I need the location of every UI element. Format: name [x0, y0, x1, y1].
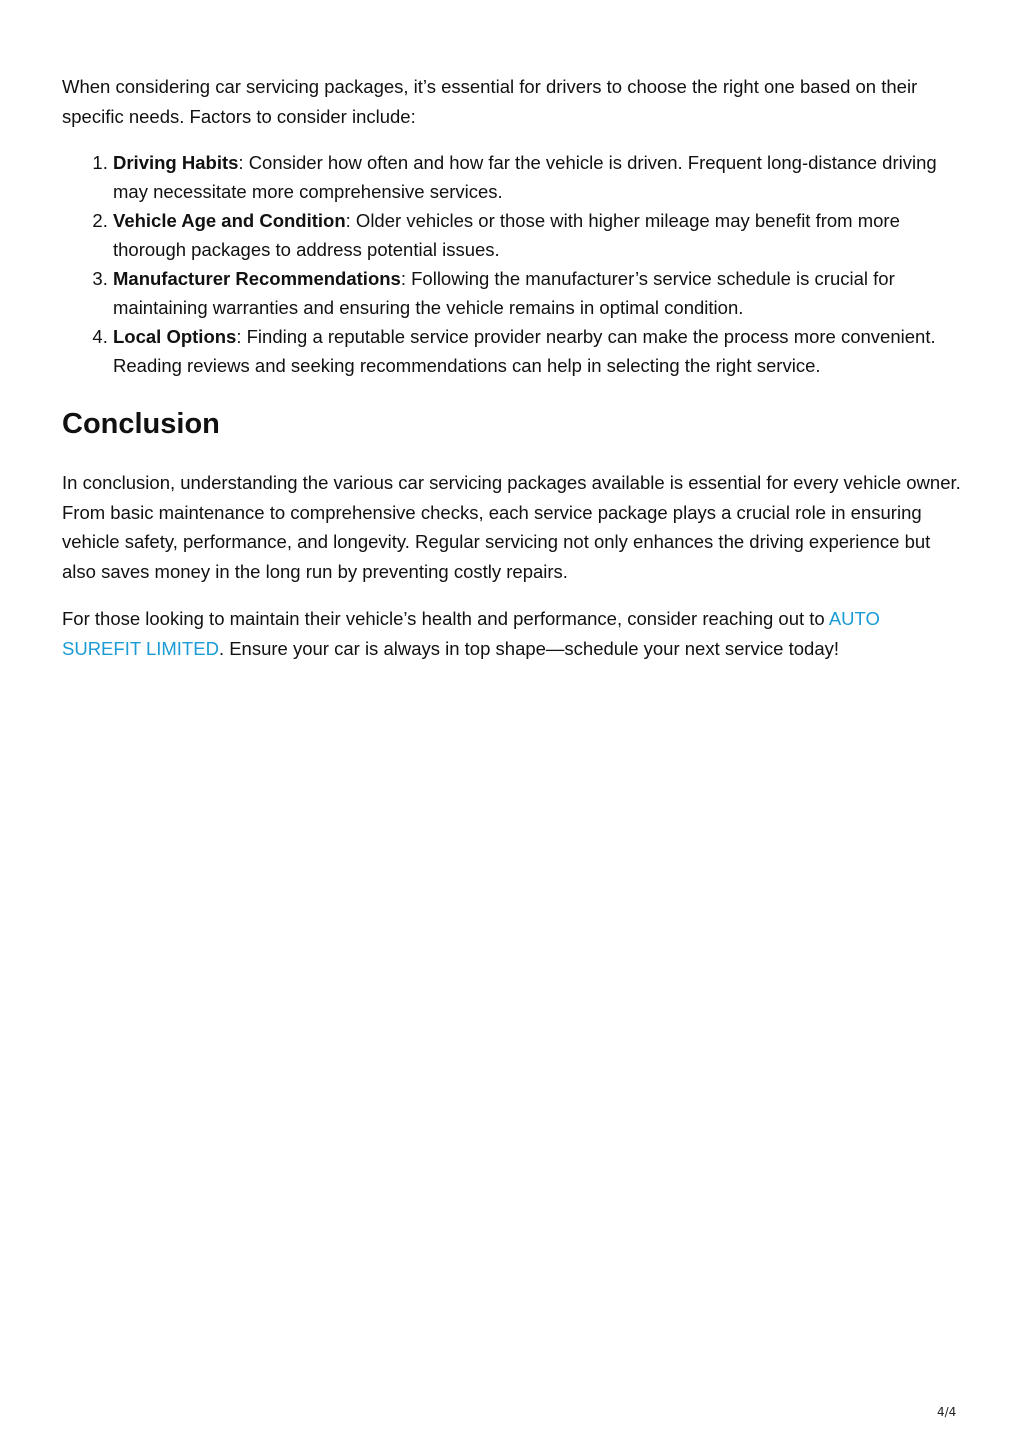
- factor-text: : Consider how often and how far the vehicle is driven. Frequent long-distance driving may necessitate more comprehensive services.: [113, 152, 937, 202]
- factors-list: [62, 148, 962, 380]
- list-item: [113, 206, 962, 264]
- contact-paragraph: [62, 604, 962, 663]
- document-page: [62, 72, 962, 663]
- factor-title: Vehicle Age and Condition: [113, 210, 346, 231]
- list-item: [113, 264, 962, 322]
- factor-text: : Finding a reputable service provider nearby can make the process more convenient. Reading reviews and seeking recommendations can help in selecting the right service.: [113, 326, 936, 376]
- auto-surefit-link[interactable]: AUTO SUREFIT LIMITED: [62, 608, 880, 659]
- contact-text-after: . Ensure your car is always in top shape—schedule your next service today!: [218, 637, 839, 659]
- page-number: 4/4: [937, 1405, 957, 1419]
- conclusion-heading: Conclusion: [62, 408, 220, 440]
- contact-text-before: For those looking to maintain their vehicle’s health and performance, consider reaching out to: [62, 608, 829, 629]
- conclusion-paragraph: In conclusion, understanding the various car servicing packages available is essential for every vehicle owner. From basic maintenance to comprehensive checks, each service package plays a crucial role in ensuring vehicle safety, performance, and longevity. Regular servicing not only enhances the driving experience but also saves money in the long run by preventing costly repairs.: [62, 472, 961, 582]
- factor-text: : Following the manufacturer’s service schedule is crucial for maintaining warranties and ensuring the vehicle remains in optimal condition.: [113, 268, 895, 318]
- list-item: [113, 148, 962, 206]
- factor-text: : Older vehicles or those with higher mileage may benefit from more thorough packages to address potential issues.: [113, 210, 900, 260]
- intro-paragraph: When considering car servicing packages, it’s essential for drivers to choose the right one based on their specific needs. Factors to consider include:: [62, 76, 918, 127]
- factor-title: Local Options: [113, 326, 237, 347]
- list-item: [113, 322, 962, 380]
- factor-title: Driving Habits: [113, 152, 239, 173]
- factor-title: Manufacturer Recommendations: [113, 268, 401, 289]
